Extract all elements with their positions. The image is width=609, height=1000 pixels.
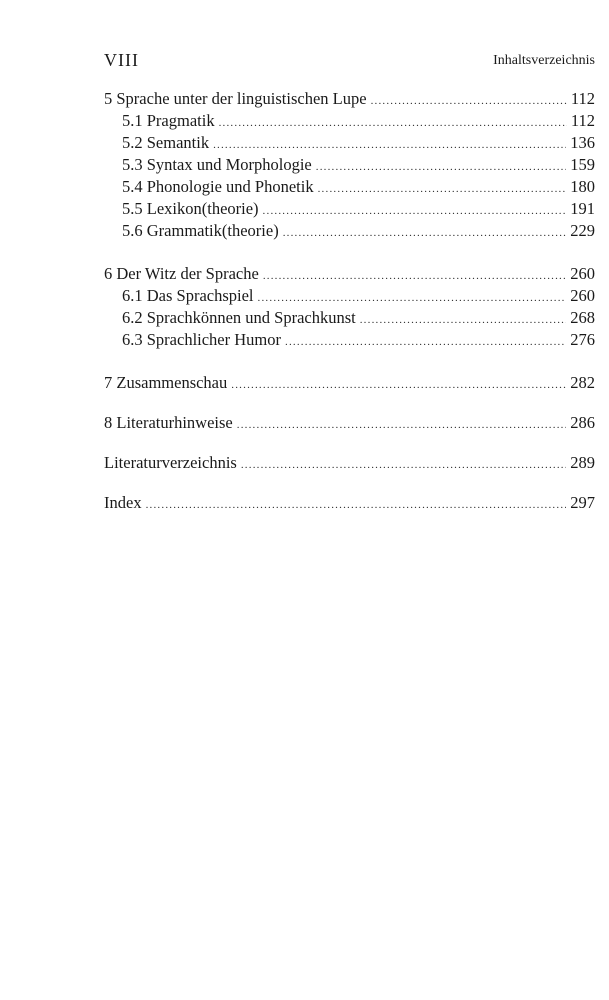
toc-leader-dots (283, 222, 567, 244)
toc-entry-title: 8 Literaturhinweise (104, 413, 233, 432)
toc-chapter-7 (104, 372, 595, 394)
toc-entry-page: 229 (570, 221, 595, 240)
toc-entry-page: 297 (570, 493, 595, 512)
toc-leader-dots (258, 287, 567, 309)
toc-entry-title: 7 Zusammenschau (104, 373, 228, 392)
toc-bibliography (104, 452, 595, 474)
toc-entry-title: 5.1 Pragmatik (122, 111, 215, 130)
toc-chapter-8 (104, 412, 595, 434)
toc-entry-page: 286 (570, 413, 595, 432)
running-title: Inhaltsverzeichnis (493, 53, 595, 68)
toc-leader-dots (219, 112, 567, 134)
toc-entry-page: 276 (570, 330, 595, 349)
toc-section-5-6 (104, 220, 595, 242)
toc-entry-page: 268 (570, 308, 595, 327)
toc-entry-title: 5.5 Lexikon(theorie) (122, 199, 259, 218)
toc-entry-title: 6.3 Sprachlicher Humor (122, 330, 281, 349)
toc-chapter-5 (104, 88, 595, 110)
toc-entry-title: 5 Sprache unter der linguistischen Lupe (104, 89, 367, 108)
toc-section-5-4 (104, 176, 595, 198)
toc-entry-title: 5.2 Semantik (122, 133, 210, 152)
toc-section-6-1 (104, 285, 595, 307)
toc-index (104, 492, 595, 514)
toc-entry-title: 5.3 Syntax und Morphologie (122, 155, 312, 174)
toc-chapter-6 (104, 263, 595, 285)
toc-section-5-2 (104, 132, 595, 154)
toc-leader-dots (241, 454, 566, 476)
toc-leader-dots (371, 90, 567, 112)
page-number-header: VIII (104, 50, 139, 70)
toc-leader-dots (146, 494, 567, 516)
toc-entry-page: 112 (570, 111, 595, 130)
toc-section-6-2 (104, 307, 595, 329)
toc-section-5-5 (104, 198, 595, 220)
toc-leader-dots (263, 265, 566, 287)
toc-leader-dots (316, 156, 567, 178)
toc-entry-page: 180 (570, 177, 595, 196)
toc-entry-page: 136 (570, 133, 595, 152)
toc-entry-page: 289 (570, 453, 595, 472)
toc-leader-dots (213, 134, 566, 156)
toc-entry-page: 260 (570, 286, 595, 305)
toc-entry-title: Index (104, 493, 142, 512)
toc-entry-title: 5.4 Phonologie und Phonetik (122, 177, 314, 196)
toc-leader-dots (237, 414, 567, 436)
toc-entry-title: 6 Der Witz der Sprache (104, 264, 259, 283)
toc-entry-page: 159 (570, 155, 595, 174)
toc-section-5-3 (104, 154, 595, 176)
toc-leader-dots (285, 331, 566, 353)
toc-leader-dots (318, 178, 567, 200)
toc-entry-page: 112 (570, 89, 595, 108)
toc-entry-title: 6.1 Das Sprachspiel (122, 286, 254, 305)
toc-section-6-3 (104, 329, 595, 351)
toc-entry-page: 191 (570, 199, 595, 218)
toc-entry-title: 5.6 Grammatik(theorie) (122, 221, 279, 240)
toc-leader-dots (360, 309, 567, 331)
toc-section-5-1 (104, 110, 595, 132)
table-of-contents (104, 88, 595, 514)
toc-leader-dots (263, 200, 567, 222)
toc-leader-dots (231, 374, 566, 396)
toc-entry-page: 260 (570, 264, 595, 283)
toc-entry-title: 6.2 Sprachkönnen und Sprachkunst (122, 308, 356, 327)
toc-entry-title: Literaturverzeichnis (104, 453, 237, 472)
toc-entry-page: 282 (570, 373, 595, 392)
